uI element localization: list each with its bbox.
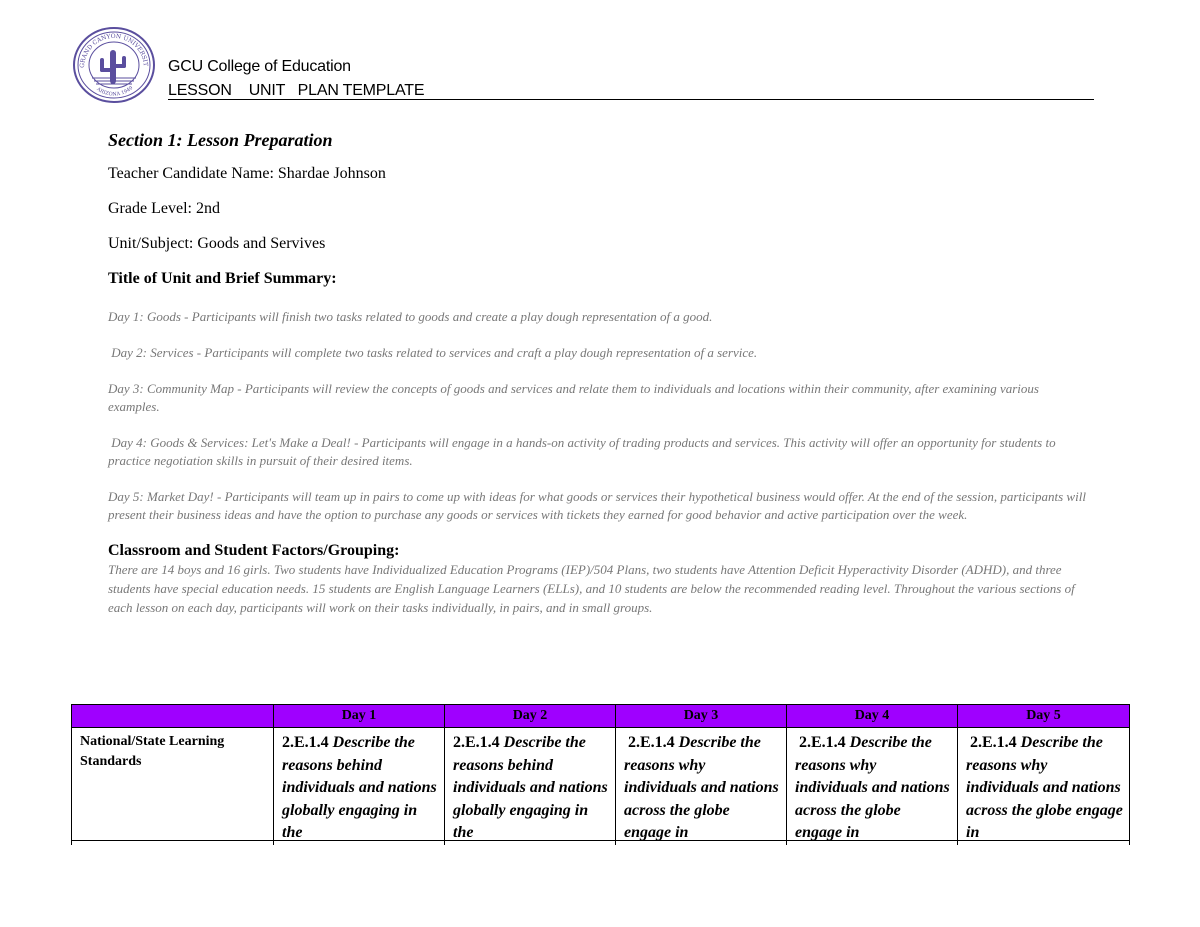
table-header-day-5: Day 5	[958, 705, 1130, 728]
table-header-blank	[72, 705, 274, 728]
standard-code: 2.E.1.4	[966, 734, 1017, 751]
lesson-plan-table	[71, 704, 1130, 845]
standard-code: 2.E.1.4	[795, 734, 846, 751]
table-header-day-4: Day 4	[787, 705, 958, 728]
college-title: GCU College of Education	[168, 58, 351, 75]
standard-cell-day-1	[274, 728, 445, 845]
standard-description: Describe the reasons why individuals and nations across the globe engage in	[624, 734, 779, 841]
table-header-day-2: Day 2	[445, 705, 616, 728]
standard-code: 2.E.1.4	[282, 734, 329, 751]
factors-text: There are 14 boys and 16 girls. Two students have Individualized Education Programs (IEP)/504 Plans, two students have Attention Deficit Hyperactivity Disorder (ADHD), and three students have special education needs. 15 students are English Language Learners (ELLs), and 10 students are below the recommended reading level. Throughout the various sections of each lesson on each day, participants will work on their tasks individually, in pairs, and in small groups.	[108, 562, 1075, 615]
standard-code: 2.E.1.4	[453, 734, 500, 751]
standard-description: Describe the reasons why individuals and nations across the globe engage in	[966, 734, 1123, 841]
day-2-summary: Day 2: Services - Participants will complete two tasks related to services and craft a play dough representation of a service.	[108, 345, 758, 360]
unit-subject: Unit/Subject: Goods and Servives	[108, 235, 326, 252]
university-seal-logo	[72, 26, 156, 104]
grade-level: Grade Level: 2nd	[108, 200, 220, 217]
table-header-day-1: Day 1	[274, 705, 445, 728]
standard-cell-day-5	[958, 728, 1130, 845]
day-3-summary: Day 3: Community Map - Participants will review the concepts of goods and services and relate them to individuals and locations within their community, after examining various examples.	[108, 381, 1039, 414]
svg-text:GRAND CANYON UNIVERSITY: GRAND CANYON UNIVERSIT	[78, 32, 149, 69]
lesson-preparation-section	[108, 130, 1088, 617]
day-5-summary: Day 5: Market Day! - Participants will team up in pairs to come up with ideas for what goods or services their hypothetical business would offer. At the end of the session, participants will present their business ideas and have the option to purchase any goods or services with tickets they earned for good behavior and active participation over the week.	[108, 489, 1086, 522]
template-type-title: LESSON UNIT PLAN TEMPLATE	[168, 82, 425, 99]
table-header-day-3: Day 3	[616, 705, 787, 728]
standard-cell-day-2	[445, 728, 616, 845]
standard-cell-day-3	[616, 728, 787, 845]
standard-code: 2.E.1.4	[624, 734, 675, 751]
factors-label: Classroom and Student Factors/Grouping:	[108, 542, 400, 559]
table-header-row	[72, 705, 1130, 728]
standard-cell-day-4	[787, 728, 958, 845]
teacher-name: Teacher Candidate Name: Shardae Johnson	[108, 165, 386, 182]
standard-description: Describe the reasons behind individuals and nations globally engaging in the	[453, 734, 608, 841]
day-1-summary: Day 1: Goods - Participants will finish two tasks related to goods and create a play dough representation of a good.	[108, 309, 713, 324]
standard-description: Describe the reasons why individuals and nations across the globe engage in	[795, 734, 950, 841]
day-4-summary: Day 4: Goods & Services: Let's Make a Deal! - Participants will engage in a hands-on activity of trading products and services. This activity will offer an opportunity for students to practice negotiation skills in pursuit of their desired items.	[108, 435, 1059, 468]
header-rule	[168, 99, 1094, 100]
table-row	[72, 728, 1130, 845]
cactus-icon	[100, 50, 126, 84]
row-label-standards: National/State Learning Standards	[72, 728, 274, 845]
standard-description: Describe the reasons behind individuals and nations globally engaging in the	[282, 734, 437, 841]
svg-text:ARIZONA 1949: ARIZONA 1949	[95, 85, 135, 98]
section-title: Section 1: Lesson Preparation	[108, 130, 333, 150]
summary-title: Title of Unit and Brief Summary:	[108, 270, 337, 287]
table-bottom-rule	[71, 840, 1129, 841]
